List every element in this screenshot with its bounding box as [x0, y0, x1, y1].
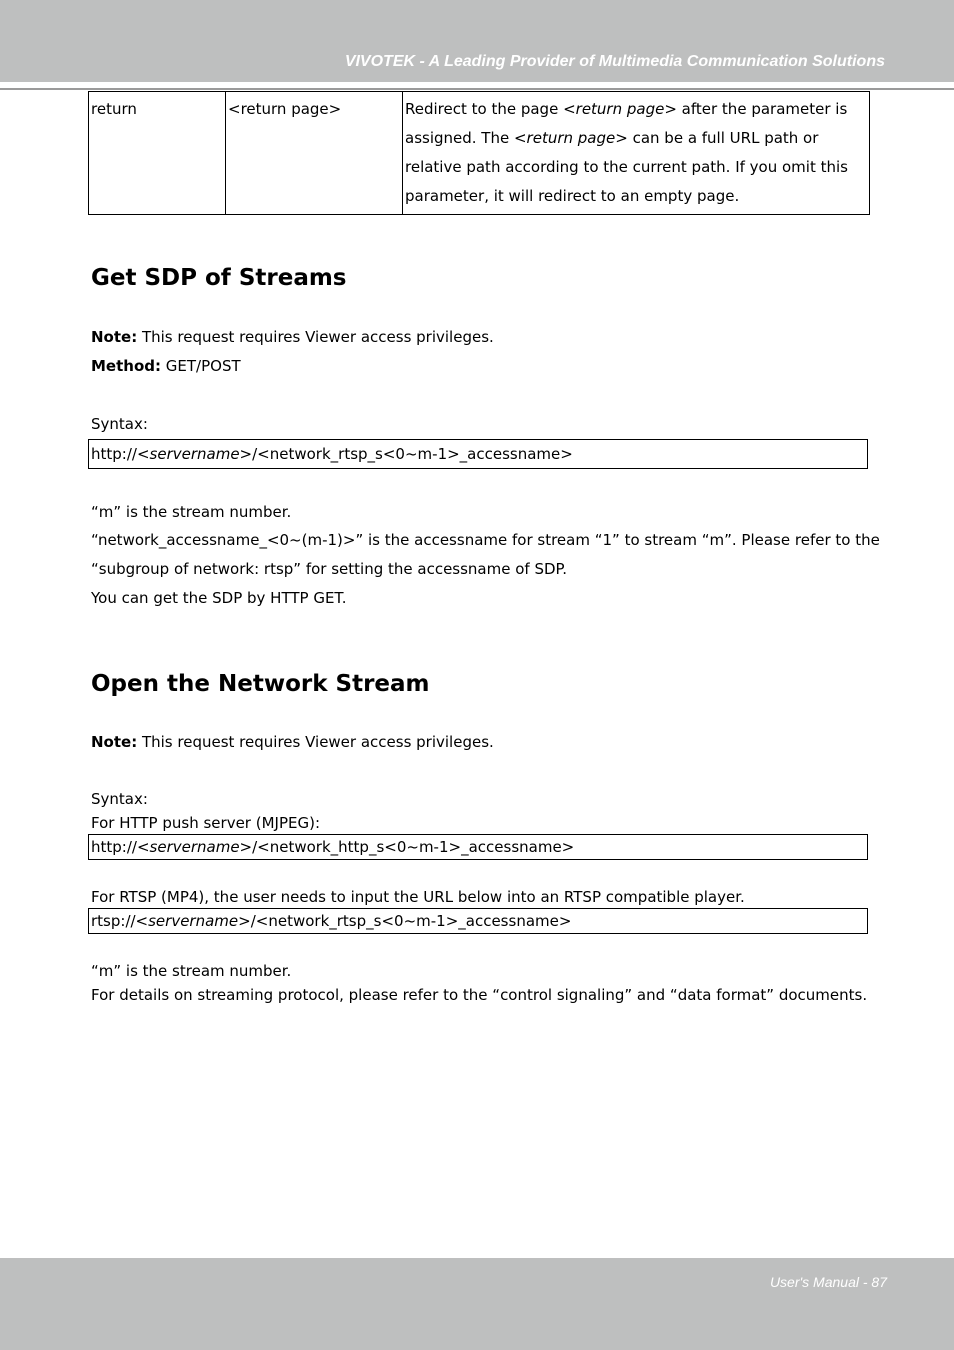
method-label: Method: — [91, 357, 161, 375]
desc-text: after the parameter is assigned. The — [405, 100, 848, 147]
page-number: User's Manual - 87 — [769, 1274, 887, 1290]
param-desc-cell — [403, 92, 870, 215]
body-text: “network_accessname_<0~(m-1)>” is the accessname for stream “1” to stream “m”. Please refer to the — [91, 531, 880, 549]
syntax-emphasis: <servername> — [136, 445, 253, 463]
desc-emphasis: <return page> — [563, 100, 677, 118]
method-text: GET/POST — [161, 357, 241, 375]
syntax-box — [88, 439, 868, 469]
param-value-cell: <return page> — [226, 92, 403, 215]
note-text: This request requires Viewer access privileges. — [137, 328, 494, 346]
syntax-text: rtsp:// — [91, 912, 136, 930]
note-line — [91, 733, 494, 751]
syntax-emphasis: <servername> — [135, 912, 251, 930]
http-syntax-box — [88, 834, 868, 860]
param-name-cell: return — [89, 92, 226, 215]
section-title-get-sdp: Get SDP of Streams — [91, 265, 347, 291]
note-label: Note: — [91, 733, 138, 751]
desc-text: can be a full URL path or relative path according to the current path. If you omit this parameter, it will redirect to an empty page. — [405, 129, 848, 205]
note-text: This request requires Viewer access privileges. — [137, 733, 494, 751]
syntax-text: http:// — [91, 445, 137, 463]
syntax-label: Syntax: — [91, 790, 148, 808]
page-footer — [0, 1258, 954, 1350]
body-text: For details on streaming protocol, please refer to the “control signaling” and “data format” documents. — [91, 986, 868, 1004]
rtsp-syntax-box — [88, 908, 868, 934]
section-title-open-stream: Open the Network Stream — [91, 671, 430, 697]
syntax-text: /<network_rtsp_s<0~m-1>_accessname> — [250, 912, 572, 930]
body-text: “m” is the stream number. — [91, 962, 292, 980]
desc-text: Redirect to the page — [405, 100, 564, 118]
body-text: You can get the SDP by HTTP GET. — [91, 589, 347, 607]
body-text: “m” is the stream number. — [91, 503, 292, 521]
syntax-emphasis: <servername> — [136, 838, 253, 856]
parameter-table — [88, 91, 870, 215]
desc-emphasis: <return page> — [513, 129, 628, 147]
syntax-text: http:// — [91, 838, 137, 856]
page-header — [0, 0, 954, 82]
http-label: For HTTP push server (MJPEG): — [91, 814, 320, 832]
header-title: VIVOTEK - A Leading Provider of Multimedia Communication Solutions — [344, 53, 885, 70]
header-divider — [0, 88, 954, 90]
note-line — [91, 328, 494, 346]
syntax-text: /<network_http_s<0~m-1>_accessname> — [252, 838, 575, 856]
table-row — [89, 92, 870, 215]
note-label: Note: — [91, 328, 138, 346]
method-line — [91, 357, 241, 375]
syntax-text: /<network_rtsp_s<0~m-1>_accessname> — [252, 445, 573, 463]
rtsp-label: For RTSP (MP4), the user needs to input the URL below into an RTSP compatible player. — [91, 888, 745, 906]
syntax-label: Syntax: — [91, 415, 148, 433]
body-text: “subgroup of network: rtsp” for setting the accessname of SDP. — [91, 560, 568, 578]
